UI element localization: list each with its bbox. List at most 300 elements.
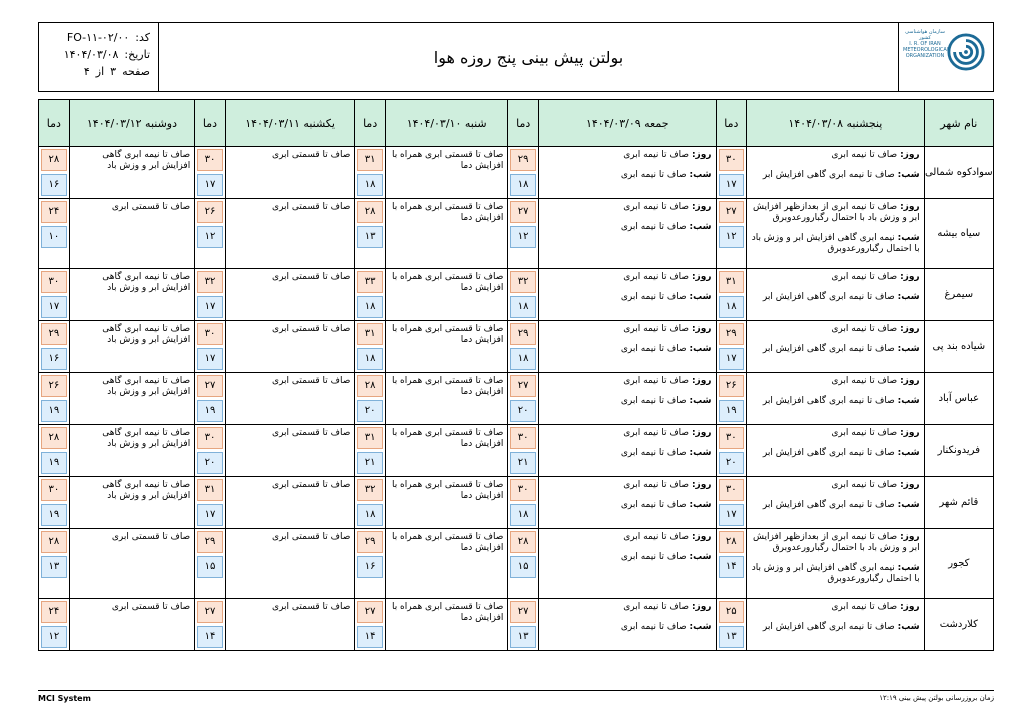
forecast-cell: صاف تا قسمتی ابری همراه با افزایش دما [385, 373, 507, 425]
forecast-cell: صاف تا قسمتی ابری همراه با افزایش دما [385, 477, 507, 529]
city-name: کلاردشت [924, 599, 993, 651]
forecast-cell: صاف تا قسمتی ابری همراه با افزایش دما [385, 147, 507, 199]
temperature-cell [716, 477, 747, 529]
max-temperature: ۲۸ [510, 531, 536, 553]
min-temperature: ۱۲ [197, 226, 223, 248]
min-temperature: ۱۳ [357, 226, 383, 248]
min-temperature: ۱۶ [357, 556, 383, 578]
city-name: شیاده بند پی [924, 321, 993, 373]
night-forecast [751, 563, 920, 585]
temperature-cell [508, 269, 539, 321]
min-temperature: ۱۸ [357, 296, 383, 318]
forecast-cell: صاف تا قسمتی ابری [225, 269, 355, 321]
max-temperature: ۳۰ [41, 479, 67, 501]
table-row [39, 147, 994, 199]
day-column-header: دوشنبه ۱۴۰۴/۰۳/۱۲ [69, 100, 194, 147]
night-forecast [543, 170, 712, 181]
night-forecast [543, 500, 712, 511]
temperature-cell [195, 425, 226, 477]
forecast-cell: صاف تا قسمتی ابری [225, 373, 355, 425]
min-temperature: ۱۸ [510, 504, 536, 526]
night-forecast [751, 292, 920, 303]
forecast-cell [747, 477, 925, 529]
max-temperature: ۳۰ [510, 479, 536, 501]
logo-caption [903, 29, 950, 59]
forecast-cell: صاف تا نیمه ابری گاهی افزایش ابر و وزش باد [69, 321, 194, 373]
min-temperature: ۱۹ [197, 400, 223, 422]
day-forecast [751, 150, 920, 161]
forecast-cell [747, 147, 925, 199]
max-temperature: ۲۹ [197, 531, 223, 553]
day-label: روز: [691, 376, 712, 386]
max-temperature: ۳۲ [197, 271, 223, 293]
min-temperature: ۱۸ [510, 348, 536, 370]
date-line [47, 46, 150, 63]
temperature-cell [716, 321, 747, 373]
day-label: روز: [691, 202, 712, 212]
forecast-cell: صاف تا قسمتی ابری همراه با افزایش دما [385, 599, 507, 651]
day-label: روز: [900, 602, 920, 612]
night-text: صاف تا نیمه ابری [620, 552, 687, 562]
day-label: روز: [900, 150, 920, 160]
night-text: صاف تا نیمه ابری [620, 292, 687, 302]
table-row [39, 599, 994, 651]
temperature-cell [716, 147, 747, 199]
code-line [47, 29, 150, 46]
day-forecast [543, 272, 712, 283]
day-label: روز: [900, 202, 920, 212]
forecast-cell: صاف تا قسمتی ابری [225, 321, 355, 373]
day-text: صاف تا نیمه ابری [623, 376, 690, 386]
day-text: صاف تا نیمه ابری [831, 602, 898, 612]
forecast-cell: صاف تا قسمتی ابری [69, 529, 194, 599]
day-forecast [751, 272, 920, 283]
forecast-cell: صاف تا قسمتی ابری [225, 529, 355, 599]
city-name: کجور [924, 529, 993, 599]
temperature-cell [195, 529, 226, 599]
min-temperature: ۱۹ [719, 400, 745, 422]
temperature-cell [195, 477, 226, 529]
forecast-table [38, 99, 994, 651]
night-text: صاف تا نیمه ابری [620, 622, 687, 632]
update-label: زمان بروزرسانی بولتن پیش بینی [898, 694, 994, 702]
min-temperature: ۲۰ [197, 452, 223, 474]
day-text: صاف تا نیمه ابری از بعدازظهر افزایش ابر و وزش باد با احتمال رگبارورعدوبرق [753, 202, 920, 223]
max-temperature: ۲۸ [357, 201, 383, 223]
min-temperature: ۱۷ [719, 504, 745, 526]
day-label: روز: [900, 428, 920, 438]
night-text: نیمه ابری گاهی افزایش ابر و وزش باد با احتمال رگبارورعدوبرق [751, 563, 920, 584]
night-label: شب: [689, 500, 712, 510]
max-temperature: ۲۷ [357, 601, 383, 623]
day-text: صاف تا نیمه ابری [623, 602, 690, 612]
logo-line: سازمان هواشناسی کشور [905, 29, 945, 41]
min-temperature: ۱۷ [197, 504, 223, 526]
min-temperature: ۱۹ [41, 400, 67, 422]
temp-column-header: دما [195, 100, 226, 147]
night-label: شب: [897, 563, 920, 573]
max-temperature: ۲۹ [357, 531, 383, 553]
forecast-cell: صاف تا نیمه ابری گاهی افزایش ابر و وزش باد [69, 477, 194, 529]
night-label: شب: [689, 292, 712, 302]
night-text: صاف تا نیمه ابری گاهی افزایش ابر [762, 448, 895, 458]
max-temperature: ۳۱ [357, 149, 383, 171]
forecast-cell: صاف تا نیمه ابری گاهی افزایش ابر و وزش باد [69, 269, 194, 321]
day-forecast [543, 150, 712, 161]
city-name: فریدونکنار [924, 425, 993, 477]
forecast-cell [538, 477, 716, 529]
night-forecast [543, 222, 712, 233]
logo-line: ORGANIZATION [905, 53, 945, 59]
max-temperature: ۳۰ [719, 427, 745, 449]
forecast-cell: صاف تا قسمتی ابری [225, 147, 355, 199]
temperature-cell [355, 477, 386, 529]
day-label: روز: [900, 532, 920, 542]
night-label: شب: [897, 292, 920, 302]
night-label: شب: [689, 170, 712, 180]
min-temperature: ۲۰ [357, 400, 383, 422]
night-text: صاف تا نیمه ابری گاهی افزایش ابر [762, 170, 895, 180]
day-forecast [751, 202, 920, 224]
night-text: نیمه ابری گاهی افزایش ابر و وزش باد با احتمال رگبارورعدوبرق [751, 233, 920, 254]
max-temperature: ۲۷ [510, 201, 536, 223]
day-label: روز: [900, 480, 920, 490]
min-temperature: ۱۷ [719, 174, 745, 196]
temperature-cell [195, 199, 226, 269]
night-forecast [751, 622, 920, 633]
day-forecast [751, 428, 920, 439]
night-text: صاف تا نیمه ابری گاهی افزایش ابر [762, 622, 895, 632]
temperature-cell [508, 529, 539, 599]
temperature-cell [195, 147, 226, 199]
max-temperature: ۲۸ [41, 531, 67, 553]
max-temperature: ۲۹ [510, 149, 536, 171]
forecast-cell: صاف تا قسمتی ابری [225, 599, 355, 651]
max-temperature: ۳۰ [719, 149, 745, 171]
min-temperature: ۱۳ [41, 556, 67, 578]
max-temperature: ۳۰ [197, 149, 223, 171]
day-text: صاف تا نیمه ابری [831, 150, 898, 160]
bulletin-title: بولتن پیش بینی پنج روزه هوا [433, 47, 624, 67]
forecast-cell: صاف تا نیمه ابری گاهی افزایش ابر و وزش باد [69, 425, 194, 477]
max-temperature: ۲۴ [41, 601, 67, 623]
day-column-header: یکشنبه ۱۴۰۴/۰۳/۱۱ [225, 100, 355, 147]
temperature-cell [39, 529, 70, 599]
min-temperature: ۱۳ [510, 626, 536, 648]
day-label: روز: [900, 324, 920, 334]
forecast-cell [538, 269, 716, 321]
temperature-cell [716, 425, 747, 477]
min-temperature: ۱۲ [510, 226, 536, 248]
night-forecast [751, 396, 920, 407]
temperature-cell [39, 373, 70, 425]
forecast-cell [538, 599, 716, 651]
min-temperature: ۱۷ [197, 348, 223, 370]
table-row [39, 529, 994, 599]
city-name: قائم شهر [924, 477, 993, 529]
max-temperature: ۳۱ [357, 323, 383, 345]
day-label: روز: [900, 272, 920, 282]
max-temperature: ۲۸ [41, 149, 67, 171]
max-temperature: ۳۱ [197, 479, 223, 501]
max-temperature: ۳۱ [357, 427, 383, 449]
night-label: شب: [897, 396, 920, 406]
temperature-cell [355, 147, 386, 199]
day-forecast [751, 602, 920, 613]
min-temperature: ۱۸ [719, 296, 745, 318]
page-total: ۴ [83, 65, 90, 78]
min-temperature: ۱۹ [41, 504, 67, 526]
day-label: روز: [691, 324, 712, 334]
night-label: شب: [689, 552, 712, 562]
day-label: روز: [691, 428, 712, 438]
day-forecast [543, 532, 712, 543]
temperature-cell [716, 199, 747, 269]
max-temperature: ۳۰ [719, 479, 745, 501]
min-temperature: ۱۲ [719, 226, 745, 248]
table-header-row [39, 100, 994, 147]
page-footer [38, 690, 994, 704]
temperature-cell [355, 199, 386, 269]
max-temperature: ۲۶ [197, 201, 223, 223]
night-text: صاف تا نیمه ابری [620, 500, 687, 510]
max-temperature: ۲۷ [510, 601, 536, 623]
max-temperature: ۳۰ [510, 427, 536, 449]
min-temperature: ۱۸ [510, 296, 536, 318]
forecast-cell: صاف تا قسمتی ابری همراه با افزایش دما [385, 269, 507, 321]
day-text: صاف تا نیمه ابری [831, 272, 898, 282]
night-text: صاف تا نیمه ابری [620, 344, 687, 354]
night-text: صاف تا نیمه ابری گاهی افزایش ابر [762, 344, 895, 354]
max-temperature: ۲۷ [510, 375, 536, 397]
max-temperature: ۲۶ [41, 375, 67, 397]
city-name: سیاه بیشه [924, 199, 993, 269]
day-text: صاف تا نیمه ابری [623, 532, 690, 542]
system-brand: MCI System [38, 694, 91, 703]
day-text: صاف تا نیمه ابری [623, 480, 690, 490]
temperature-cell [508, 321, 539, 373]
min-temperature: ۱۸ [510, 174, 536, 196]
min-temperature: ۱۷ [41, 296, 67, 318]
night-text: صاف تا نیمه ابری [620, 448, 687, 458]
max-temperature: ۲۸ [719, 531, 745, 553]
forecast-cell [538, 321, 716, 373]
temperature-cell [508, 199, 539, 269]
max-temperature: ۲۸ [41, 427, 67, 449]
temperature-cell [39, 321, 70, 373]
day-forecast [543, 202, 712, 213]
min-temperature: ۲۰ [510, 400, 536, 422]
forecast-cell [747, 599, 925, 651]
max-temperature: ۳۲ [510, 271, 536, 293]
day-column-header: جمعه ۱۴۰۴/۰۳/۰۹ [538, 100, 716, 147]
night-label: شب: [689, 344, 712, 354]
forecast-cell: صاف تا قسمتی ابری همراه با افزایش دما [385, 321, 507, 373]
update-time: ۱۲:۱۹ [879, 694, 897, 702]
min-temperature: ۲۰ [719, 452, 745, 474]
min-temperature: ۱۷ [719, 348, 745, 370]
temperature-cell [355, 269, 386, 321]
min-temperature: ۱۷ [197, 174, 223, 196]
bulletin-header [38, 22, 994, 92]
day-forecast [751, 532, 920, 554]
temperature-cell [355, 529, 386, 599]
night-forecast [543, 448, 712, 459]
night-label: شب: [897, 448, 920, 458]
max-temperature: ۲۸ [357, 375, 383, 397]
max-temperature: ۳۲ [357, 479, 383, 501]
min-temperature: ۱۷ [197, 296, 223, 318]
forecast-cell: صاف تا قسمتی ابری [225, 477, 355, 529]
day-label: روز: [691, 532, 712, 542]
forecast-cell [747, 425, 925, 477]
night-forecast [751, 500, 920, 511]
forecast-cell [538, 373, 716, 425]
min-temperature: ۱۴ [357, 626, 383, 648]
max-temperature: ۳۰ [197, 323, 223, 345]
night-label: شب: [897, 500, 920, 510]
night-forecast [543, 344, 712, 355]
night-forecast [751, 448, 920, 459]
forecast-cell: صاف تا نیمه ابری گاهی افزایش ابر و وزش باد [69, 147, 194, 199]
forecast-cell [538, 425, 716, 477]
day-text: صاف تا نیمه ابری [623, 272, 690, 282]
day-label: روز: [900, 376, 920, 386]
temperature-cell [508, 147, 539, 199]
day-forecast [543, 376, 712, 387]
temperature-cell [355, 373, 386, 425]
day-forecast [751, 324, 920, 335]
temperature-cell [508, 373, 539, 425]
forecast-cell: صاف تا قسمتی ابری [69, 199, 194, 269]
night-text: صاف تا نیمه ابری [620, 396, 687, 406]
table-row [39, 373, 994, 425]
min-temperature: ۱۶ [41, 348, 67, 370]
night-text: صاف تا نیمه ابری گاهی افزایش ابر [762, 396, 895, 406]
day-text: صاف تا نیمه ابری [831, 480, 898, 490]
forecast-cell: صاف تا قسمتی ابری همراه با افزایش دما [385, 199, 507, 269]
day-label: روز: [691, 602, 712, 612]
max-temperature: ۲۶ [719, 375, 745, 397]
day-text: صاف تا نیمه ابری [623, 202, 690, 212]
max-temperature: ۲۷ [197, 601, 223, 623]
temperature-cell [355, 599, 386, 651]
forecast-cell: صاف تا قسمتی ابری [225, 425, 355, 477]
forecast-cell [747, 373, 925, 425]
min-temperature: ۱۸ [357, 504, 383, 526]
forecast-cell: صاف تا قسمتی ابری [225, 199, 355, 269]
city-name: سوادکوه شمالی [924, 147, 993, 199]
min-temperature: ۱۹ [41, 452, 67, 474]
temp-column-header: دما [508, 100, 539, 147]
night-label: شب: [689, 222, 712, 232]
night-forecast [543, 622, 712, 633]
day-label: روز: [691, 272, 712, 282]
city-column-header: نام شهر [924, 100, 993, 147]
page-of: از [95, 65, 105, 78]
temp-column-header: دما [39, 100, 70, 147]
day-forecast [543, 324, 712, 335]
temperature-cell [355, 425, 386, 477]
day-text: صاف تا نیمه ابری [623, 324, 690, 334]
day-forecast [543, 480, 712, 491]
min-temperature: ۲۱ [510, 452, 536, 474]
night-text: صاف تا نیمه ابری [620, 222, 687, 232]
temperature-cell [195, 269, 226, 321]
day-text: صاف تا نیمه ابری [831, 428, 898, 438]
max-temperature: ۲۹ [719, 323, 745, 345]
day-forecast [543, 602, 712, 613]
night-forecast [543, 396, 712, 407]
max-temperature: ۳۳ [357, 271, 383, 293]
day-forecast [751, 376, 920, 387]
min-temperature: ۱۸ [357, 348, 383, 370]
temperature-cell [39, 599, 70, 651]
forecast-cell [747, 269, 925, 321]
temperature-cell [195, 373, 226, 425]
day-column-header: شنبه ۱۴۰۴/۰۳/۱۰ [385, 100, 507, 147]
night-label: شب: [689, 622, 712, 632]
night-forecast [751, 233, 920, 255]
page-line [47, 63, 150, 80]
day-forecast [751, 480, 920, 491]
max-temperature: ۲۹ [510, 323, 536, 345]
min-temperature: ۱۶ [41, 174, 67, 196]
min-temperature: ۲۱ [357, 452, 383, 474]
forecast-cell [747, 321, 925, 373]
code-label: کد: [135, 31, 150, 44]
temp-column-header: دما [716, 100, 747, 147]
temperature-cell [508, 425, 539, 477]
forecast-cell [538, 199, 716, 269]
temperature-cell [195, 599, 226, 651]
min-temperature: ۱۳ [719, 626, 745, 648]
forecast-cell [538, 529, 716, 599]
day-column-header: پنجشنبه ۱۴۰۴/۰۳/۰۸ [747, 100, 925, 147]
max-temperature: ۲۷ [197, 375, 223, 397]
min-temperature: ۱۴ [197, 626, 223, 648]
table-row [39, 425, 994, 477]
max-temperature: ۲۵ [719, 601, 745, 623]
table-row [39, 321, 994, 373]
max-temperature: ۳۰ [197, 427, 223, 449]
temperature-cell [355, 321, 386, 373]
night-label: شب: [897, 170, 920, 180]
code-value: FO-۱۱-۰۲/۰۰ [66, 31, 130, 44]
night-label: شب: [897, 233, 920, 243]
date-label: تاریخ: [124, 48, 150, 61]
forecast-cell: صاف تا قسمتی ابری [69, 599, 194, 651]
max-temperature: ۳۱ [719, 271, 745, 293]
night-forecast [751, 170, 920, 181]
temperature-cell [39, 147, 70, 199]
table-row [39, 199, 994, 269]
min-temperature: ۱۸ [357, 174, 383, 196]
forecast-cell [538, 147, 716, 199]
logo-line: METEOROLOGICAL [903, 47, 950, 53]
temperature-cell [195, 321, 226, 373]
night-text: صاف تا نیمه ابری گاهی افزایش ابر [762, 292, 895, 302]
min-temperature: ۱۴ [719, 556, 745, 578]
update-stamp [879, 694, 994, 702]
min-temperature: ۱۵ [197, 556, 223, 578]
forecast-cell: صاف تا قسمتی ابری همراه با افزایش دما [385, 425, 507, 477]
temperature-cell [508, 599, 539, 651]
temperature-cell [716, 599, 747, 651]
logo-line: I. R. OF IRAN [909, 41, 941, 47]
logo-area [898, 23, 993, 91]
night-text: صاف تا نیمه ابری [620, 170, 687, 180]
